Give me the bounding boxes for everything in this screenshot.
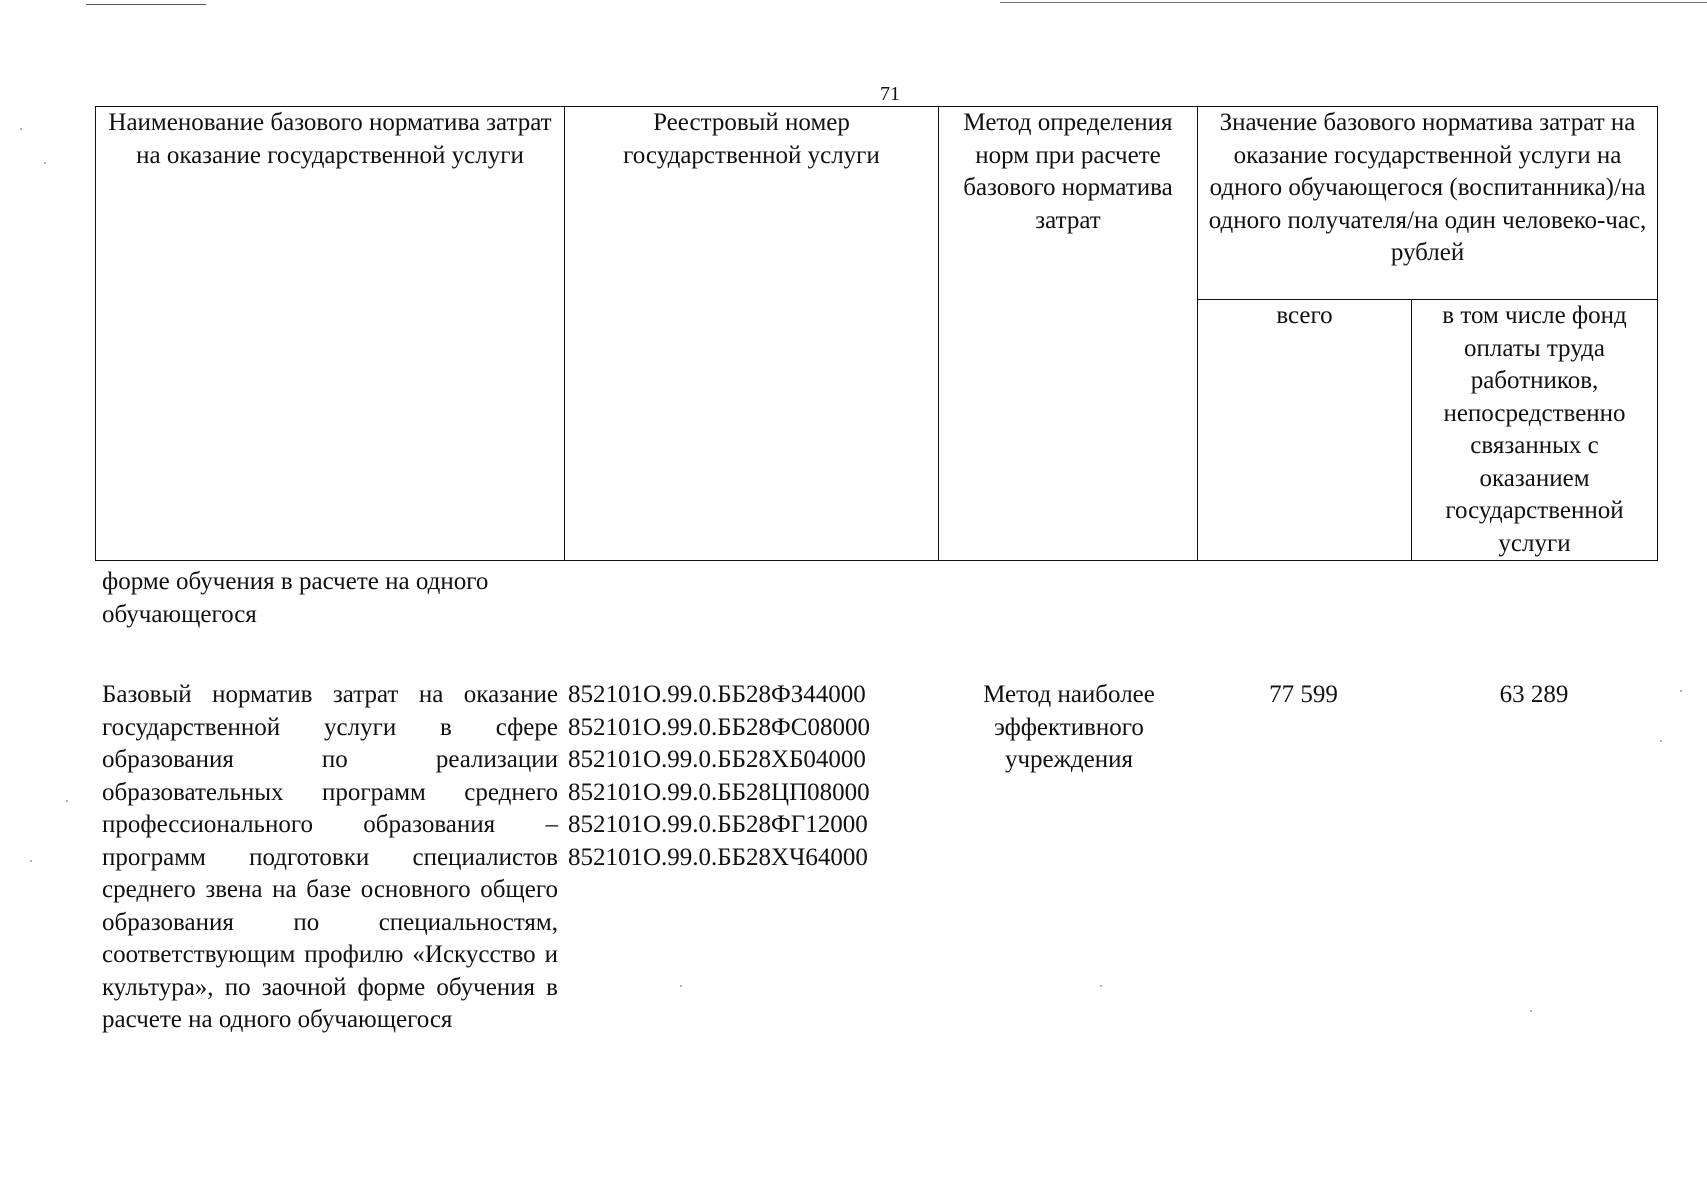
registry-number: 852101О.99.0.ББ28ЦП08000 bbox=[568, 778, 870, 806]
header-total-column: всего bbox=[1198, 300, 1412, 561]
row-total-value: 77 599 bbox=[1269, 681, 1338, 708]
page-number: 71 bbox=[880, 83, 900, 105]
row-service-name: Базовый норматив затрат на оказание государственной услуги в сфере образования по реализации образовательных программ среднего профессионального образования – программ подготовки специалистов среднего звена на базе основного общего образования по специальностям, соответствующим профилю «Искусство и культура», по заочной форме обучения в расчете на одного обучающегося bbox=[102, 681, 558, 1033]
scan-speck bbox=[44, 162, 46, 164]
scan-speck bbox=[1100, 985, 1102, 987]
row-payroll-value: 63 289 bbox=[1499, 681, 1569, 708]
registry-number: 852101О.99.0.ББ28ХБ04000 bbox=[568, 746, 866, 773]
registry-number: 852101О.99.0.ББ28ФС08000 bbox=[568, 713, 870, 741]
header-method-column: Метод определения норм при расчете базового норматива затрат bbox=[939, 107, 1198, 561]
row-method: Метод наиболее эффективного учреждения bbox=[983, 681, 1155, 773]
row-registry-numbers bbox=[568, 679, 928, 874]
table-header bbox=[95, 106, 1658, 561]
header-payroll-column: в том числе фонд оплаты труда работников, непосредственно связанных с оказанием государственной услуги bbox=[1412, 300, 1658, 561]
header-name-column: Наименование базового норматива затрат на оказание государственной услуги bbox=[96, 107, 565, 561]
top-scan-rule-right bbox=[1000, 2, 1707, 3]
registry-number: 852101О.99.0.ББ28ФЗ44000 bbox=[568, 681, 866, 708]
scan-speck bbox=[680, 985, 682, 987]
scan-speck bbox=[1660, 740, 1662, 742]
registry-number: 852101О.99.0.ББ28ХЧ64000 bbox=[568, 843, 868, 871]
scan-speck bbox=[20, 128, 22, 130]
scan-speck bbox=[1530, 1010, 1532, 1012]
scan-speck bbox=[30, 860, 32, 862]
top-scan-rule bbox=[86, 4, 206, 5]
continuation-text: форме обучения в расчете на одного обучающегося bbox=[102, 568, 489, 628]
header-registry-column: Реестровый номер государственной услуги bbox=[565, 107, 939, 561]
header-value-column: Значение базового норматива затрат на оказание государственной услуги на одного обучающегося (воспитанника)/на одного получателя/на один человеко-час, рублей bbox=[1198, 107, 1658, 300]
scan-speck bbox=[1680, 690, 1682, 692]
scan-speck bbox=[66, 800, 68, 802]
registry-number: 852101О.99.0.ББ28ФГ12000 bbox=[568, 811, 868, 838]
